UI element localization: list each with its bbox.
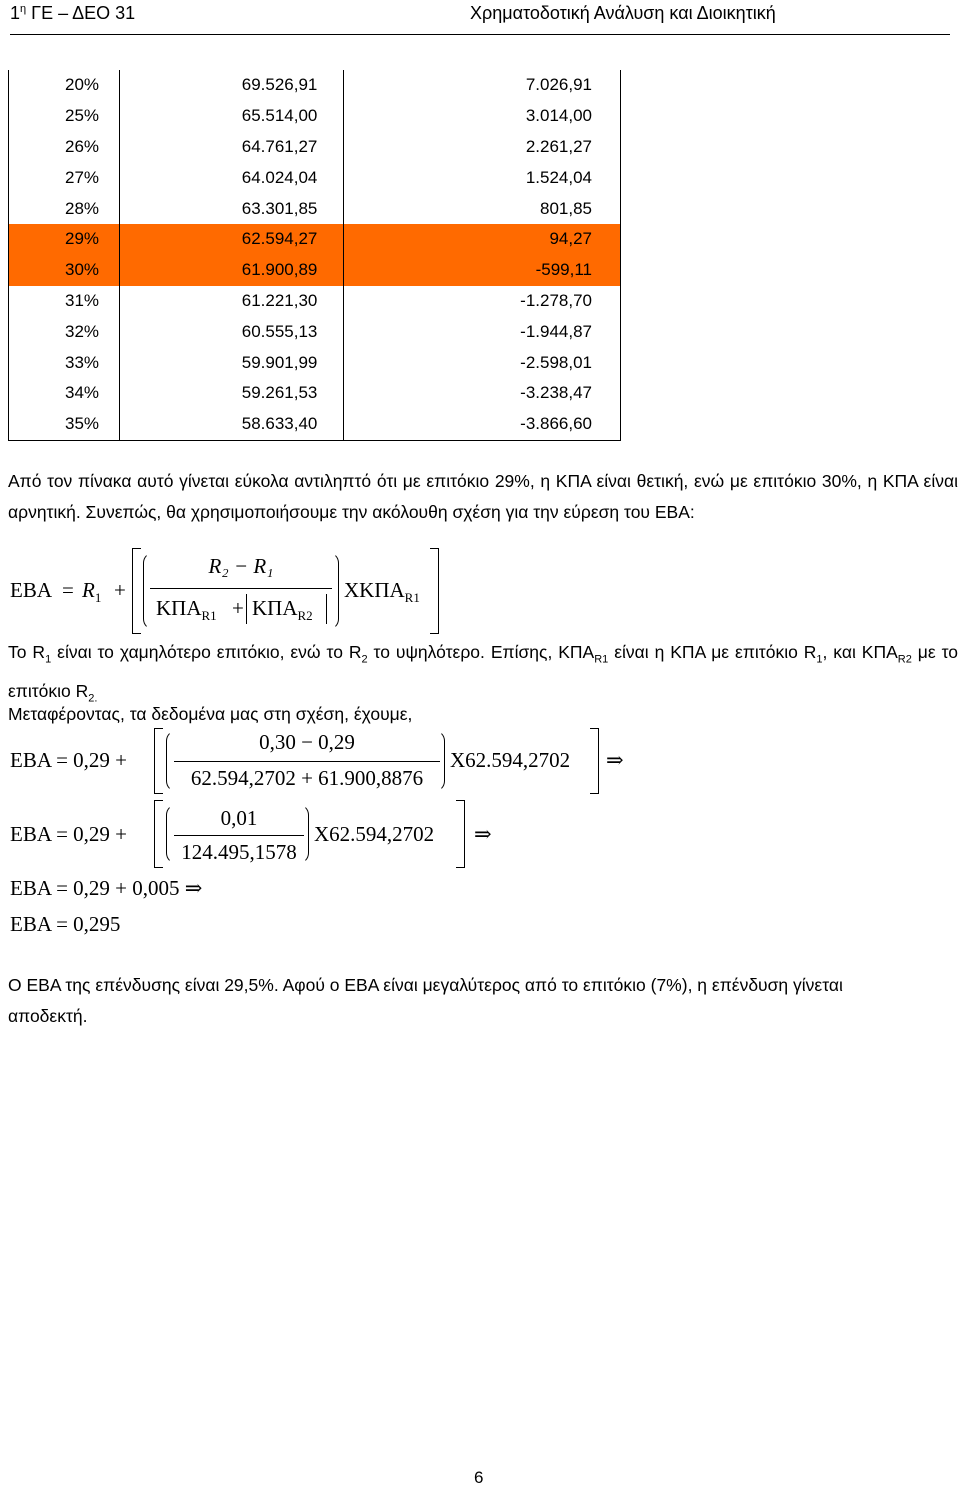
table-row bbox=[9, 162, 621, 193]
npv-cell: -3.238,47 bbox=[344, 378, 621, 409]
table-row bbox=[9, 70, 621, 101]
npv-cell: 2.261,27 bbox=[344, 132, 621, 163]
present-value-cell: 59.261,53 bbox=[120, 378, 344, 409]
table-row bbox=[9, 316, 621, 347]
present-value-cell: 69.526,91 bbox=[120, 70, 344, 101]
page-number: 6 bbox=[474, 1468, 484, 1487]
rate-cell: 20% bbox=[9, 70, 120, 101]
calc-line-3: ΕΒΑ = 0,29 + 0,005 ⇒ bbox=[10, 876, 203, 900]
present-value-cell: 62.594,27 bbox=[120, 224, 344, 255]
npv-cell: -2.598,01 bbox=[344, 347, 621, 378]
npv-cell: 1.524,04 bbox=[344, 162, 621, 193]
paragraph-substitution: Μεταφέροντας, τα δεδομένα μας στη σχέση, έχουμε, bbox=[8, 704, 413, 724]
present-value-cell: 65.514,00 bbox=[120, 101, 344, 132]
present-value-cell: 63.301,85 bbox=[120, 193, 344, 224]
present-value-cell: 64.761,27 bbox=[120, 132, 344, 163]
paragraph-intro: Από τον πίνακα αυτό γίνεται εύκολα αντιληπτό ότι με επιτόκιο 29%, η ΚΠΑ είναι θετική, ενώ με επιτόκιο 30%, η ΚΠΑ είναι αρνητική. Συνεπώς, θα χρησιμοποιήσουμε την ακόλουθη σχέση για την εύρεση του ΕΒΑ: bbox=[8, 471, 958, 522]
table-row bbox=[9, 286, 621, 317]
present-value-cell: 60.555,13 bbox=[120, 316, 344, 347]
page-header bbox=[0, 0, 960, 36]
rate-cell: 30% bbox=[9, 255, 120, 286]
npv-cell: 7.026,91 bbox=[344, 70, 621, 101]
rate-cell: 27% bbox=[9, 162, 120, 193]
header-course: $1^\eta$ ΓΕ – ΔΕΟ 31 bbox=[10, 3, 136, 23]
header-divider bbox=[10, 34, 950, 35]
rate-cell: 28% bbox=[9, 193, 120, 224]
calc-line-2: ΕΒΑ = 0,29 + 0,01 124.495,1578 Χ62.594,2702 ⇒ bbox=[10, 800, 510, 870]
header-title: Χρηματοδοτική Ανάλυση και Διοικητική bbox=[470, 3, 776, 23]
npv-cell: 3.014,00 bbox=[344, 101, 621, 132]
formula-numerator: R₂ − R₁ bbox=[208, 554, 274, 578]
present-value-cell: 59.901,99 bbox=[120, 347, 344, 378]
rate-cell: 29% bbox=[9, 224, 120, 255]
npv-cell: -1.944,87 bbox=[344, 316, 621, 347]
calc-line-4: ΕΒΑ = 0,295 bbox=[10, 912, 121, 936]
table-row-highlighted bbox=[9, 255, 621, 286]
rate-cell: 32% bbox=[9, 316, 120, 347]
npv-cell: -599,11 bbox=[344, 255, 621, 286]
rate-cell: 35% bbox=[9, 409, 120, 440]
table-row bbox=[9, 378, 621, 409]
npv-table bbox=[8, 70, 621, 441]
table-row bbox=[9, 409, 621, 440]
npv-cell: -3.866,60 bbox=[344, 409, 621, 440]
rate-cell: 34% bbox=[9, 378, 120, 409]
table-row bbox=[9, 347, 621, 378]
table-row-highlighted bbox=[9, 224, 621, 255]
rate-cell: 26% bbox=[9, 132, 120, 163]
rate-cell: 25% bbox=[9, 101, 120, 132]
present-value-cell: 61.900,89 bbox=[120, 255, 344, 286]
rate-cell: 33% bbox=[9, 347, 120, 378]
npv-cell: 801,85 bbox=[344, 193, 621, 224]
table-row bbox=[9, 101, 621, 132]
paragraph-conclusion: Ο ΕΒΑ της επένδυσης είναι 29,5%. Αφού ο ΕΒΑ είναι μεγαλύτερος από το επιτόκιο (7%), η επένδυση γίνεται αποδεκτή. bbox=[8, 975, 843, 1026]
npv-cell: -1.278,70 bbox=[344, 286, 621, 317]
table-row bbox=[9, 132, 621, 163]
present-value-cell: 58.633,40 bbox=[120, 409, 344, 440]
irr-formula: ΕΒΑ = $R_1$ + R₂ − R₁ $K\Pi A_{R1}$ + $K\Pi A_{R2}$ $XK\Pi A_{R1}$ bbox=[10, 548, 440, 638]
paragraph-definitions: Το $R_1$ είναι το χαμηλότερο επιτόκιο, ενώ το $R_2$ το υψηλότερο. Επίσης, $K\Pi A_{R1}$ είναι η ΚΠΑ με επιτόκιο $R_1$, και $K\Pi A_{R2}$ με το επιτόκιο $R_{2.}$ bbox=[8, 642, 958, 704]
present-value-cell: 61.221,30 bbox=[120, 286, 344, 317]
present-value-cell: 64.024,04 bbox=[120, 162, 344, 193]
table-row bbox=[9, 193, 621, 224]
rate-cell: 31% bbox=[9, 286, 120, 317]
calc-line-1: ΕΒΑ = 0,29 + 0,30 − 0,29 62.594,2702 + 61.900,8876 Χ62.594,2702 ⇒ bbox=[10, 728, 630, 798]
npv-cell: 94,27 bbox=[344, 224, 621, 255]
